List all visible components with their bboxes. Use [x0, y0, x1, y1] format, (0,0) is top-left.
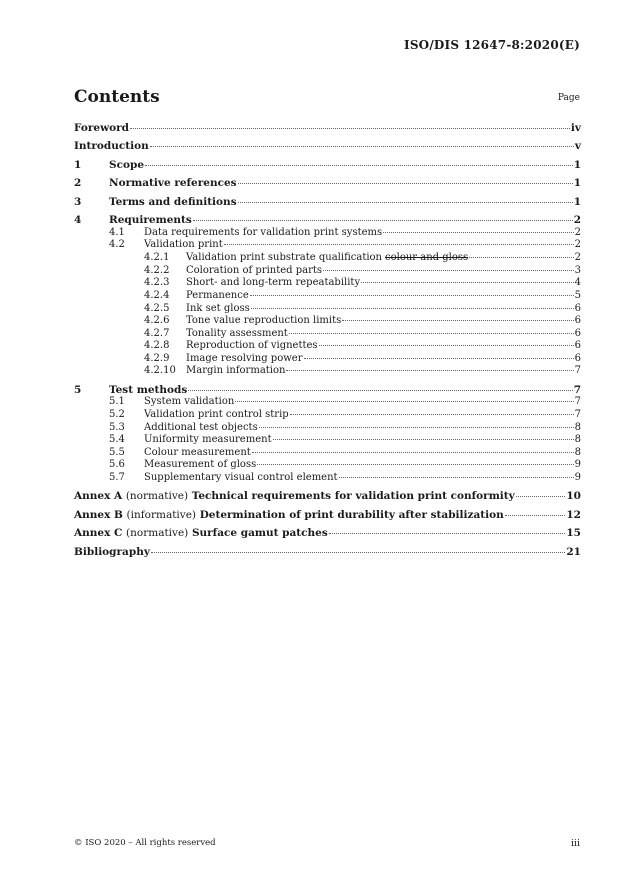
toc-title: Determination of print durability after stabilization	[199, 509, 504, 521]
toc-page: iv	[570, 122, 581, 134]
toc-number: 5.3	[109, 422, 125, 433]
leader-dots	[339, 477, 574, 478]
leader-dots	[145, 165, 573, 166]
toc-title: Tonality assessment	[186, 328, 288, 339]
toc-entry-introduction[interactable]	[74, 140, 581, 152]
toc-title: Validation print substrate qualification	[186, 252, 382, 263]
toc-title: Ink set gloss	[186, 303, 250, 314]
toc-number: 4.2.10	[144, 365, 176, 376]
toc-entry-5-4[interactable]	[74, 434, 581, 446]
toc-entry-4-2-2[interactable]	[74, 265, 581, 277]
toc-number: 4.2.2	[144, 265, 170, 276]
toc-page: 7	[574, 396, 581, 407]
toc-entry-3[interactable]	[74, 196, 581, 208]
leader-dots	[235, 401, 573, 402]
toc-title: Scope	[109, 159, 145, 171]
toc-entry-foreword[interactable]	[74, 122, 581, 134]
leader-dots	[238, 202, 573, 203]
toc-title: Requirements	[109, 214, 192, 226]
toc-page: 8	[574, 447, 581, 458]
toc-page: 2	[574, 227, 581, 238]
toc-page: 12	[566, 509, 581, 521]
leader-dots	[319, 345, 574, 346]
toc-title: Additional test objects	[144, 422, 258, 433]
leader-dots	[361, 282, 574, 283]
leader-dots	[286, 370, 573, 371]
toc-page: 1	[573, 177, 581, 189]
document-id: ISO/DIS 12647-8:2020(E)	[404, 38, 580, 52]
leader-dots	[224, 244, 574, 245]
toc-entry-bibliography[interactable]	[74, 546, 581, 558]
toc-number: 5.5	[109, 447, 125, 458]
toc-page: 2	[574, 252, 581, 263]
toc-title: Margin information	[186, 365, 286, 376]
toc-page: 4	[574, 277, 581, 288]
leader-dots	[342, 320, 573, 321]
toc-entry-5-2[interactable]	[74, 409, 581, 421]
toc-page: 10	[566, 490, 581, 502]
toc-number: 5.2	[109, 409, 125, 420]
leader-dots	[259, 427, 574, 428]
toc-page: 2	[573, 214, 581, 226]
toc-number: 3	[74, 196, 82, 208]
toc-title: Bibliography	[74, 546, 150, 558]
toc-number: 4.2.3	[144, 277, 170, 288]
toc-title: Technical requirements for validation print conformity	[191, 490, 515, 502]
toc-page: 1	[573, 159, 581, 171]
toc-entry-5-5[interactable]	[74, 447, 581, 459]
toc-entry-4-2-4[interactable]	[74, 290, 581, 302]
toc-number: 5.6	[109, 459, 125, 470]
toc-entry-annex-a[interactable]	[74, 490, 581, 502]
toc-entry-4-2-7[interactable]	[74, 328, 581, 340]
toc-number: 4.2.5	[144, 303, 170, 314]
toc-title: Test methods	[109, 384, 188, 396]
leader-dots	[257, 464, 573, 465]
toc-title: Coloration of printed parts	[186, 265, 323, 276]
toc-page: v	[574, 140, 581, 152]
toc-entry-4-2-8[interactable]	[74, 340, 581, 352]
toc-number: 5.7	[109, 472, 125, 483]
toc-title: Validation print	[144, 239, 223, 250]
toc-title: Reproduction of vignettes	[186, 340, 318, 351]
toc-title: Measurement of gloss	[144, 459, 257, 470]
toc-entry-4-2-1[interactable]	[74, 252, 581, 264]
toc-entry-annex-b[interactable]	[74, 509, 581, 521]
toc-page: 2	[574, 239, 581, 250]
toc-number: 4.2.6	[144, 315, 170, 326]
leader-dots	[188, 390, 572, 391]
leader-dots	[383, 232, 573, 233]
annex-type: (normative)	[126, 527, 189, 539]
leader-dots	[130, 128, 570, 129]
toc-entry-4-2-3[interactable]	[74, 277, 581, 289]
toc-number: 5.1	[109, 396, 125, 407]
toc-title: Surface gamut patches	[191, 527, 328, 539]
leader-dots	[273, 439, 574, 440]
toc-title: Image resolving power	[186, 353, 303, 364]
toc-title: Validation print control strip	[144, 409, 289, 420]
toc-page: 9	[574, 459, 581, 470]
toc-number: 4.2.7	[144, 328, 170, 339]
toc-title: Introduction	[74, 140, 149, 152]
toc-page: 6	[574, 303, 581, 314]
toc-page: 1	[573, 196, 581, 208]
leader-dots	[252, 452, 574, 453]
toc-entry-4-2-9[interactable]	[74, 353, 581, 365]
toc-title: Foreword	[74, 122, 130, 134]
toc-title: Tone value reproduction limits	[186, 315, 342, 326]
struck-text: colour and gloss	[385, 252, 469, 263]
toc-page: 6	[574, 353, 581, 364]
leader-dots	[304, 358, 574, 359]
toc-page: 21	[566, 546, 581, 558]
toc-number: 4.2.8	[144, 340, 170, 351]
toc-page: 8	[574, 422, 581, 433]
leader-dots	[516, 496, 566, 497]
toc-entry-5-6[interactable]	[74, 459, 581, 471]
toc-title: Permanence	[186, 290, 249, 301]
annex-type: (informative)	[126, 509, 197, 521]
leader-dots	[290, 414, 574, 415]
toc-page: 15	[566, 527, 581, 539]
leader-dots	[250, 295, 574, 296]
toc-title: Colour measurement	[144, 447, 251, 458]
toc-title: Normative references	[109, 177, 237, 189]
toc-entry-4-2-10[interactable]	[74, 365, 581, 377]
toc-number: 4.2.1	[144, 252, 170, 263]
annex-label: Annex B	[74, 509, 123, 521]
toc-page: 6	[574, 340, 581, 351]
toc-number: 4.2.4	[144, 290, 170, 301]
toc-entry-5-3[interactable]	[74, 422, 581, 434]
toc-entry-5-7[interactable]	[74, 472, 581, 484]
toc-number: 1	[74, 159, 82, 171]
toc-page: 6	[574, 315, 581, 326]
copyright-notice: © ISO 2020 – All rights reserved	[74, 838, 216, 848]
toc-title: System validation	[144, 396, 235, 407]
toc-title: Short- and long-term repeatability	[186, 277, 361, 288]
leader-dots	[505, 515, 566, 516]
toc-entry-5[interactable]	[74, 384, 581, 396]
toc-entry-4[interactable]	[74, 214, 581, 226]
toc-entry-4-2-5[interactable]	[74, 303, 581, 315]
page-number: iii	[570, 838, 580, 849]
toc-entry-5-1[interactable]	[74, 396, 581, 408]
toc-number: 5.4	[109, 434, 125, 445]
leader-dots	[289, 333, 574, 334]
toc-page: 7	[574, 409, 581, 420]
toc-number: 2	[74, 177, 82, 189]
page-title: Contents	[74, 87, 160, 107]
toc-title: Data requirements for validation print systems	[144, 227, 383, 238]
annex-label: Annex C	[74, 527, 123, 539]
toc-number: 4.1	[109, 227, 125, 238]
toc-entry-1[interactable]	[74, 159, 581, 171]
toc-page: 7	[573, 384, 581, 396]
leader-dots	[469, 257, 574, 258]
annex-type: (normative)	[125, 490, 189, 502]
leader-dots	[329, 533, 566, 534]
toc-page: 8	[574, 434, 581, 445]
toc-entry-4-1[interactable]	[74, 227, 581, 239]
toc-entry-2[interactable]	[74, 177, 581, 189]
toc-title: Supplementary visual control element	[144, 472, 338, 483]
toc-page: 5	[574, 290, 581, 301]
toc-title: Uniformity measurement	[144, 434, 272, 445]
toc-page: 6	[574, 328, 581, 339]
toc-number: 4.2.9	[144, 353, 170, 364]
leader-dots	[251, 308, 574, 309]
toc-page: 3	[574, 265, 581, 276]
leader-dots	[193, 220, 573, 221]
page-column-label: Page	[557, 93, 580, 103]
toc-page: 9	[574, 472, 581, 483]
toc-number: 5	[74, 384, 82, 396]
leader-dots	[151, 552, 565, 553]
leader-dots	[323, 270, 574, 271]
toc-page: 7	[574, 365, 581, 376]
leader-dots	[150, 146, 574, 147]
toc-entry-annex-c[interactable]	[74, 527, 581, 539]
toc-entry-4-2-6[interactable]	[74, 315, 581, 327]
toc-number: 4.2	[109, 239, 125, 250]
toc-number: 4	[74, 214, 82, 226]
toc-entry-4-2[interactable]	[74, 239, 581, 251]
toc-title: Terms and definitions	[109, 196, 237, 208]
annex-label: Annex A	[74, 490, 123, 502]
leader-dots	[238, 183, 573, 184]
